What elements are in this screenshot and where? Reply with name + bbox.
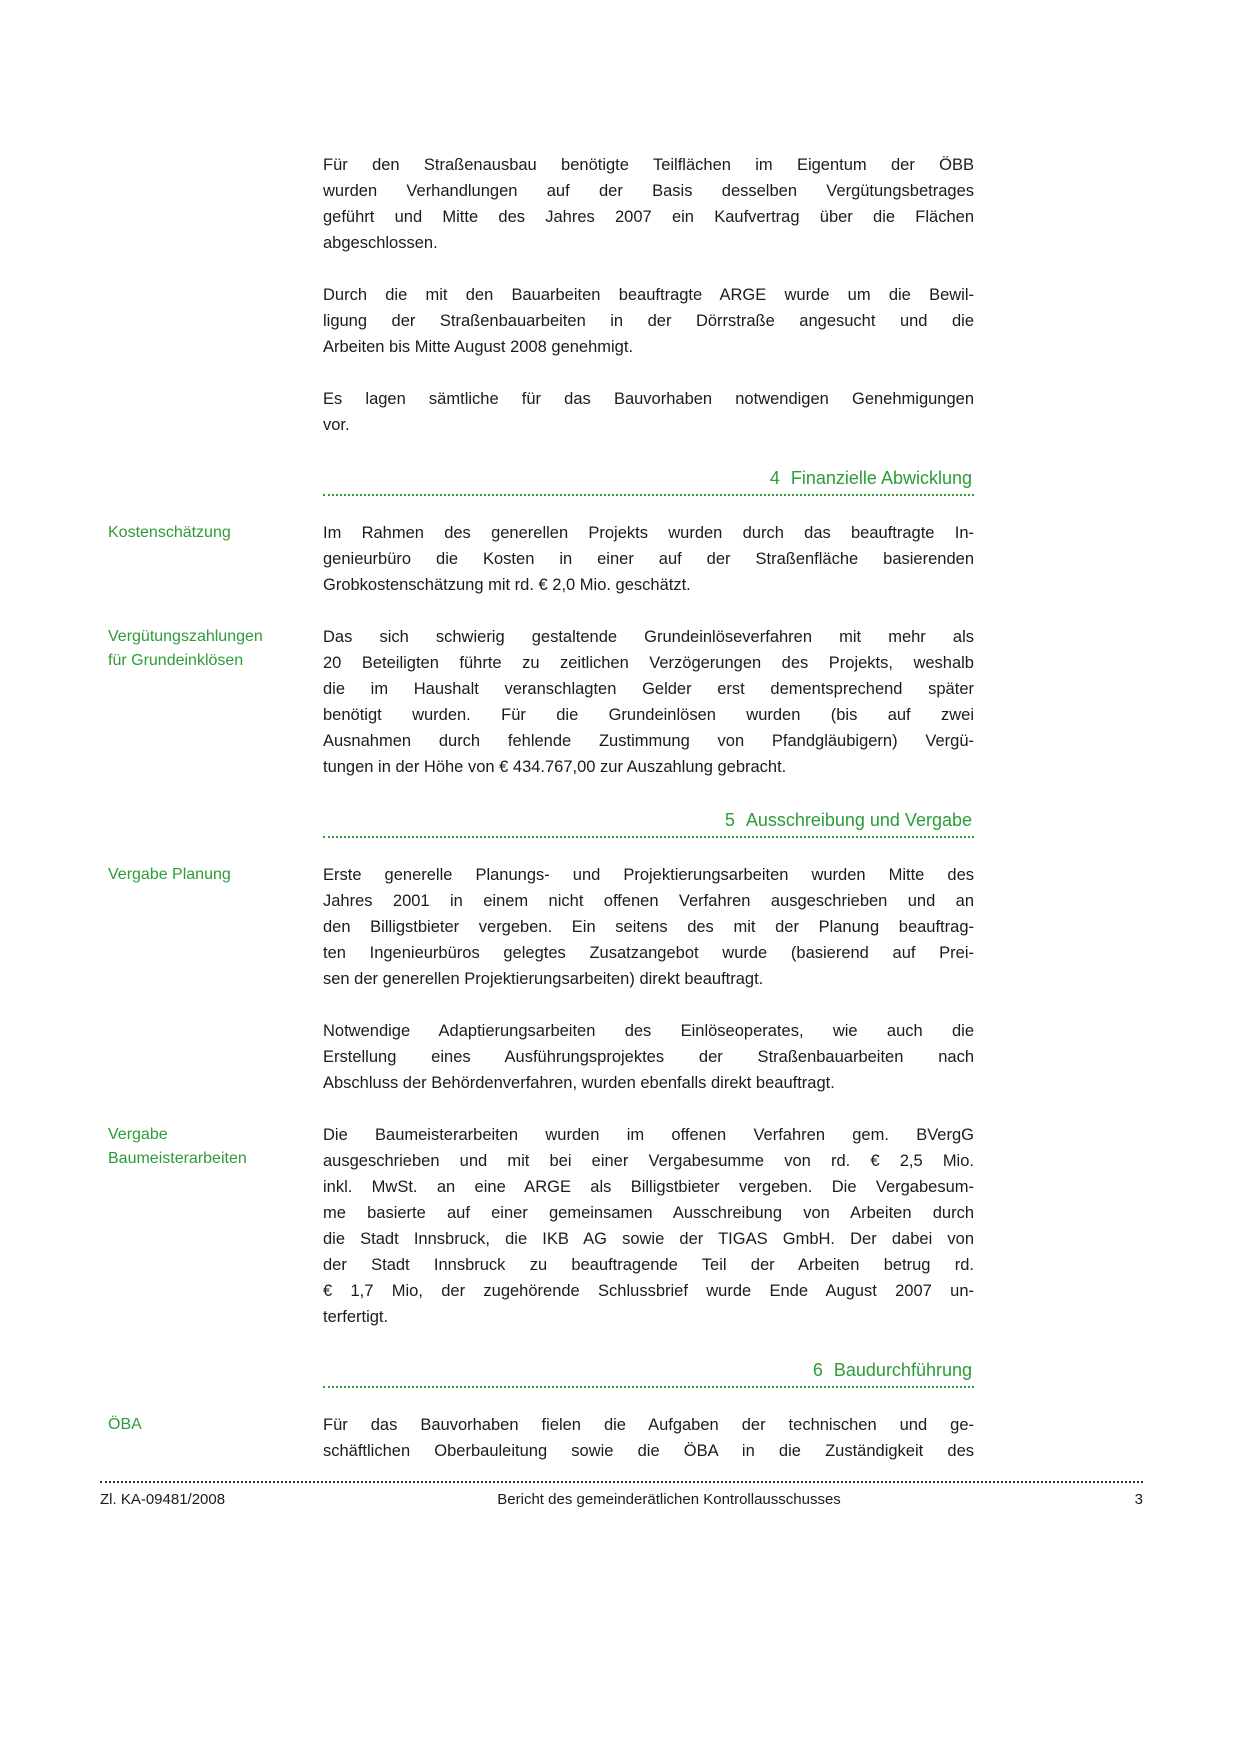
margin-label-line: für Grundeinklösen [108, 652, 244, 669]
paragraph-line: Es lagen sämtliche für das Bauvorhaben notwendigen Genehmigungen [323, 390, 974, 408]
section-heading-row [108, 1356, 974, 1412]
paragraph-line: Erste generelle Planungs- und Projektierungsarbeiten wurden Mitte des [323, 866, 974, 884]
margin-label [108, 1122, 323, 1171]
paragraph [323, 386, 974, 438]
heading-dotted-rule [323, 836, 974, 838]
paragraph-row [108, 1412, 974, 1490]
paragraph-line: Für das Bauvorhaben fielen die Aufgaben der technischen und ge- [323, 1416, 974, 1434]
paragraph-row [108, 1018, 974, 1122]
paragraph-row [108, 862, 974, 1018]
paragraph-line: terfertigt. [323, 1308, 389, 1326]
margin-label-spacer [108, 1018, 323, 1019]
paragraph-line: abgeschlossen. [323, 234, 438, 252]
paragraph-line: me basierte auf einer gemeinsamen Ausschreibung von Arbeiten durch [323, 1204, 974, 1222]
paragraph-line: inkl. MwSt. an eine ARGE als Billigstbieter vergeben. Die Vergabesum- [323, 1178, 974, 1196]
paragraph-row [108, 520, 974, 624]
margin-label-line: ÖBA [108, 1416, 142, 1433]
paragraph-line: geführt und Mitte des Jahres 2007 ein Kaufvertrag über die Flächen [323, 208, 974, 226]
paragraph-line: Das sich schwierig gestaltende Grundeinlöseverfahren mit mehr als [323, 628, 974, 646]
margin-label-line: Baumeisterarbeiten [108, 1150, 247, 1167]
paragraph [323, 1122, 974, 1330]
margin-label [108, 862, 323, 887]
paragraph [323, 282, 974, 360]
section-heading-number: 4 [769, 468, 780, 488]
margin-label-spacer [108, 386, 323, 387]
section-heading-block [323, 808, 974, 862]
document-body [108, 152, 974, 1490]
paragraph-line: der Stadt Innsbruck zu beauftragende Teil der Arbeiten betrug rd. [323, 1256, 974, 1274]
paragraph-line: die Stadt Innsbruck, die IKB AG sowie der TIGAS GmbH. Der dabei von [323, 1230, 974, 1248]
paragraph-row [108, 152, 974, 282]
paragraph-line: tungen in der Höhe von € 434.767,00 zur Auszahlung gebracht. [323, 758, 787, 776]
page-footer [100, 1481, 1143, 1510]
paragraph-line: ten Ingenieurbüros gelegtes Zusatzangebot wurde (basierend auf Prei- [323, 944, 974, 962]
paragraph-line: Für den Straßenausbau benötigte Teilflächen im Eigentum der ÖBB [323, 156, 974, 174]
section-heading-block [323, 466, 974, 520]
paragraph-line: Arbeiten bis Mitte August 2008 genehmigt. [323, 338, 634, 356]
margin-label [108, 1412, 323, 1437]
paragraph-line: die im Haushalt veranschlagten Gelder erst dementsprechend später [323, 680, 974, 698]
section-heading-block [323, 1358, 974, 1412]
margin-label-spacer [108, 464, 323, 465]
paragraph-line: Erstellung eines Ausführungsprojektes der Straßenbauarbeiten nach [323, 1048, 974, 1066]
margin-label-spacer [108, 1356, 323, 1357]
heading-dotted-rule [323, 1386, 974, 1388]
margin-label-spacer [108, 806, 323, 807]
margin-label-line: Vergütungszahlungen [108, 628, 263, 645]
paragraph-line: Abschluss der Behördenverfahren, wurden ebenfalls direkt beauftragt. [323, 1074, 835, 1092]
paragraph-line: Durch die mit den Bauarbeiten beauftragte ARGE wurde um die Bewil- [323, 286, 974, 304]
margin-label-spacer [108, 152, 323, 153]
paragraph-line: ausgeschrieben und mit bei einer Vergabesumme von rd. € 2,5 Mio. [323, 1152, 974, 1170]
footer-document-title: Bericht des gemeinderätlichen Kontrollausschusses [497, 1491, 841, 1508]
paragraph-line: Im Rahmen des generellen Projekts wurden durch das beauftragte In- [323, 524, 974, 542]
paragraph [323, 1018, 974, 1096]
section-heading-number: 5 [724, 810, 735, 830]
footer-document-number: Zl. KA-09481/2008 [100, 1491, 226, 1508]
paragraph-row [108, 1122, 974, 1356]
heading-dotted-rule [323, 494, 974, 496]
section-heading-row [108, 806, 974, 862]
paragraph-line: Ausnahmen durch fehlende Zustimmung von Pfandgläubigern) Vergü- [323, 732, 974, 750]
paragraph-line: Notwendige Adaptierungsarbeiten des Einlöseoperates, wie auch die [323, 1022, 974, 1040]
paragraph-line: schäftlichen Oberbauleitung sowie die ÖBA in die Zuständigkeit des [323, 1442, 974, 1460]
section-heading-number: 6 [812, 1360, 823, 1380]
section-heading-title: Finanzielle Abwicklung [790, 468, 972, 488]
paragraph-line: wurden Verhandlungen auf der Basis desselben Vergütungsbetrages [323, 182, 974, 200]
paragraph-line: den Billigstbieter vergeben. Ein seitens des mit der Planung beauftrag- [323, 918, 974, 936]
margin-label-line: Kostenschätzung [108, 524, 231, 541]
section-heading [323, 1358, 974, 1382]
paragraph-line: sen der generellen Projektierungsarbeiten) direkt beauftragt. [323, 970, 764, 988]
paragraph-line: 20 Beteiligten führte zu zeitlichen Verzögerungen des Projekts, weshalb [323, 654, 974, 672]
margin-label-line: Vergabe [108, 1126, 168, 1143]
paragraph-line: genieurbüro die Kosten in einer auf der Straßenfläche basierenden [323, 550, 974, 568]
paragraph [323, 520, 974, 598]
paragraph-line: Jahres 2001 in einem nicht offenen Verfahren ausgeschrieben und an [323, 892, 974, 910]
section-heading [323, 466, 974, 490]
paragraph-line: benötigt wurden. Für die Grundeinlösen wurden (bis auf zwei [323, 706, 974, 724]
paragraph-line: € 1,7 Mio, der zugehörende Schlussbrief wurde Ende August 2007 un- [323, 1282, 974, 1300]
paragraph-row [108, 282, 974, 386]
paragraph [323, 152, 974, 256]
footer-page-number: 3 [1134, 1491, 1143, 1508]
margin-label-spacer [108, 282, 323, 283]
paragraph [323, 862, 974, 992]
margin-label-line: Vergabe Planung [108, 866, 231, 883]
paragraph-row [108, 386, 974, 464]
section-heading-title: Baudurchführung [833, 1360, 972, 1380]
paragraph-line: Die Baumeisterarbeiten wurden im offenen Verfahren gem. BVergG [323, 1126, 974, 1144]
paragraph [323, 1412, 974, 1464]
section-heading-title: Ausschreibung und Vergabe [745, 810, 972, 830]
paragraph-line: ligung der Straßenbauarbeiten in der Dörrstraße angesucht und die [323, 312, 974, 330]
paragraph-line: vor. [323, 416, 350, 434]
section-heading [323, 808, 974, 832]
margin-label [108, 624, 323, 673]
margin-label [108, 520, 323, 545]
paragraph-line: Grobkostenschätzung mit rd. € 2,0 Mio. geschätzt. [323, 576, 691, 594]
paragraph-row [108, 624, 974, 806]
paragraph [323, 624, 974, 780]
section-heading-row [108, 464, 974, 520]
